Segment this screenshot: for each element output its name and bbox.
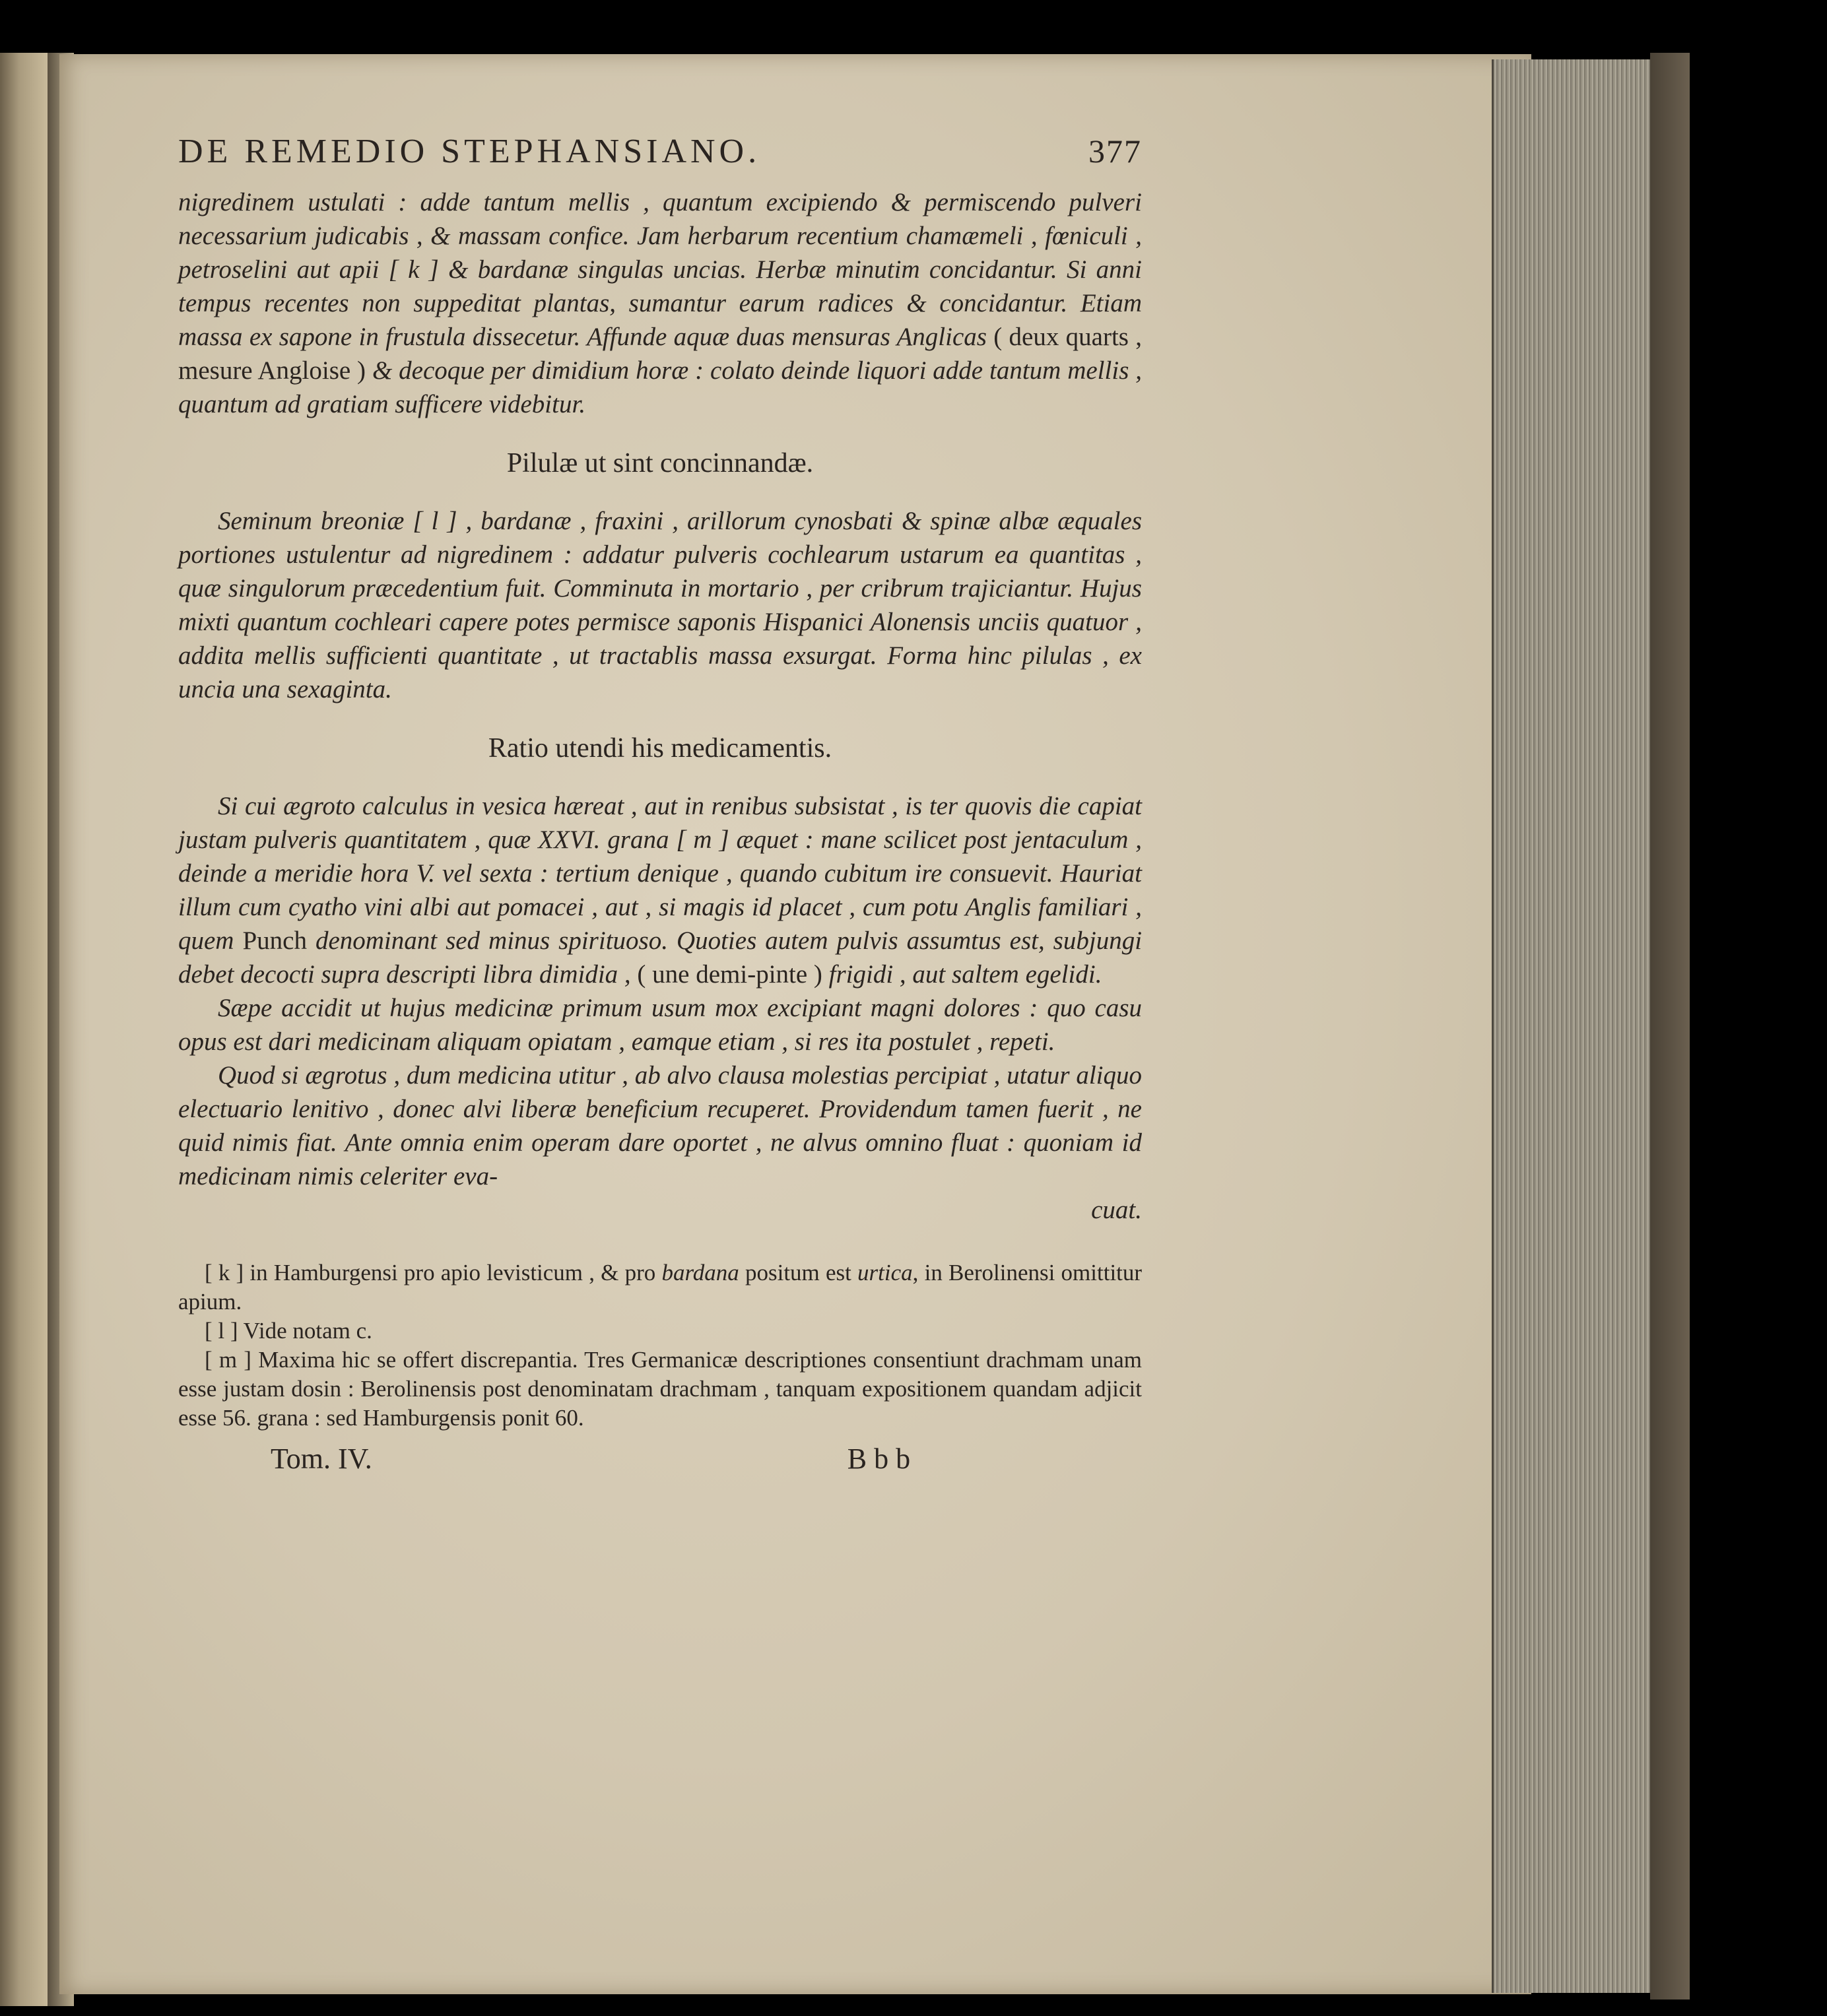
facing-page-edge: [0, 53, 49, 2006]
french-gloss: ( deux quarts , mesure Angloise ): [178, 323, 1143, 385]
running-header: [178, 132, 1142, 171]
footnote-m: [178, 1346, 1142, 1433]
footnote-l: [178, 1317, 1142, 1346]
footnote-text: Maxima hic se offert discrepantia. Tres Germanicæ descriptiones consentiunt drachmam unam esse justam dosin : Berolinensis post denominatam drachmam , tanquam expositionem quandam adjicit esse 56. grana : sed Hamburgensis ponit 60.: [178, 1347, 1142, 1431]
footnote-text: positum est: [745, 1260, 851, 1285]
cover-edge: [1650, 53, 1690, 2000]
footnote-text: in Hamburgensi pro apio levisticum , & pro: [249, 1260, 656, 1285]
text-span: & decoque per dimidium horæ : colato deinde liquori adde tantum mellis , quantum ad gratiam sufficere videbitur.: [178, 356, 1143, 418]
signature-mark: B b b: [847, 1443, 911, 1475]
footnotes: [178, 1258, 1142, 1433]
page-content: [178, 132, 1142, 1476]
volume-label: Tom. IV.: [271, 1443, 372, 1475]
paragraph-recipe-continued: [178, 185, 1142, 421]
footnote-k: [178, 1258, 1142, 1317]
paragraph-usage: [178, 789, 1142, 991]
french-gloss: ( une demi-pinte ): [637, 960, 822, 989]
paragraph-pains: Sæpe accidit ut hujus medicinæ primum usum mox excipiant magni dolores : quo casu opus est dari medicinam aliquam opiatam , eamque etiam , si res ita postulet , repeti.: [178, 994, 1142, 1056]
running-title: DE REMEDIO STEPHANSIANO.: [178, 133, 761, 170]
signature-line: [178, 1442, 1142, 1476]
footnote-italic: urtica: [857, 1260, 913, 1285]
footnote-text: Vide notam c.: [243, 1318, 372, 1344]
footnote-italic: bardana: [661, 1260, 739, 1285]
footnote-mark: [ m ]: [205, 1347, 251, 1373]
footnote-mark: [ k ]: [205, 1260, 244, 1285]
catchword: cuat.: [1091, 1196, 1142, 1224]
text-span: nigredinem ustulati : adde tantum mellis , quantum excipiendo & permiscendo pulveri necessarium judicabis , & massam confice. Jam herbarum recentium chamæmeli , fœniculi , petroselini aut apii [ k ] & bardanæ singulas uncias. Herbæ minutim concidantur. Si anni tempus recentes non suppeditat plantas, sumantur earum radices & concidantur. Etiam massa ex sapone in frustula dissecetur. Affunde aquæ duas mensuras Anglicas: [178, 188, 1142, 351]
paragraph-bowels: Quod si ægrotus , dum medicina utitur , ab alvo clausa molestias percipiat , utatur aliquo electuario lenitivo , donec alvi liberæ beneficium recuperet. Providendum tamen fuerit , ne quid nimis fiat. Ante omnia enim operam dare oportet , ne alvus omnino fluat : quoniam id medicinam nimis celeriter eva-: [178, 1061, 1142, 1190]
footnote-text: , in Berolinensi omittitur apium.: [178, 1260, 1143, 1315]
text-span: Si cui ægroto calculus in vesica hæreat , aut in renibus subsistat , is ter quovis die capiat justam pulveris quantitatem , quæ XXVI. grana [ m ] æquet : mane scilicet post jentaculum , deinde a meridie hora V. vel sexta : tertium denique , quando cubitum ire consuevit. Hauriat illum cum cyatho vini albi aut pomacei , aut , si magis id placet , cum potu Anglis familiari , quem: [178, 792, 1142, 955]
text-span: frigidi , aut saltem egelidi.: [828, 960, 1102, 989]
footnote-mark: [ l ]: [205, 1318, 238, 1344]
page-block-edges: [1492, 59, 1659, 1993]
page-number: 377: [1088, 133, 1142, 170]
paragraph-pills: Seminum breoniæ [ l ] , bardanæ , fraxini , arillorum cynosbati & spinæ albæ æquales portiones ustulentur ad nigredinem : addatur pulveris cochlearum ustarum ea quantitas , quæ singulorum præcedentium fuit. Comminuta in mortario , per cribrum trajiciantur. Hujus mixti quantum cochleari capere potes permisce saponis Hispanici Alonensis unciis quatuor , addita mellis sufficienti quantitate , ut tractablis massa exsurgat. Forma hinc pilulas , ex uncia una sexaginta.: [178, 507, 1142, 703]
text-span: denominant sed minus spirituoso. Quoties autem pulvis assumtus est, subjungi debet decocti supra descripti libra dimidia ,: [178, 927, 1143, 989]
section-heading-pills: Pilulæ ut sint concinnandæ.: [506, 448, 814, 478]
roman-term: Punch: [242, 927, 307, 955]
section-heading-usage: Ratio utendi his medicamentis.: [488, 733, 832, 764]
